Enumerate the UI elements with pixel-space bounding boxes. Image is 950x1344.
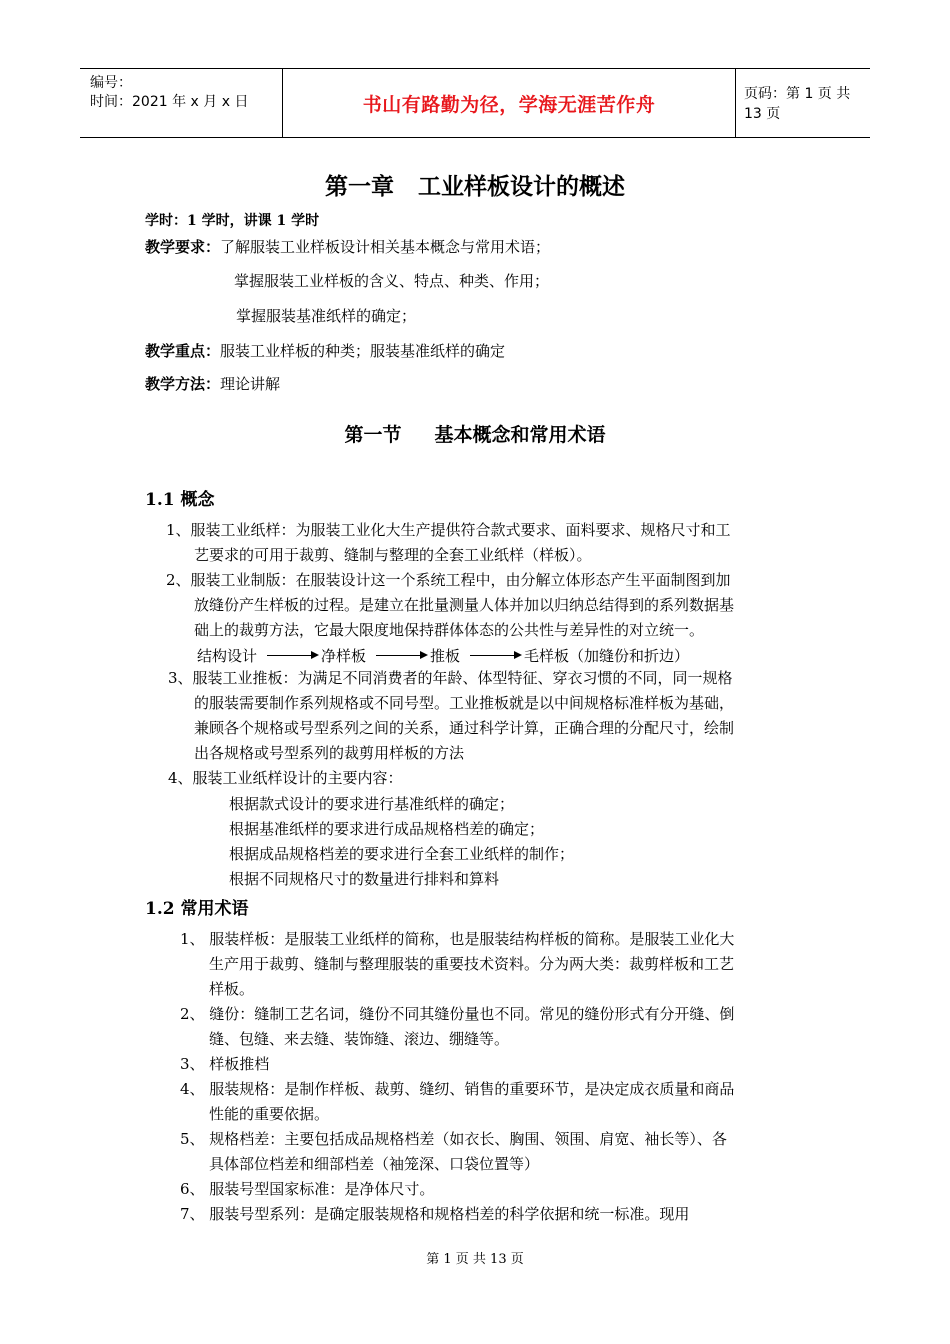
term-line: 5、 规格档差：主要包括成品规格档差（如衣长、胸围、领围、肩宽、袖长等）、各 [180, 1130, 727, 1148]
term-line: 1、 服装样板：是服装工业纸样的简称，也是服装结构样板的简称。是服装工业化大 [180, 930, 735, 948]
arrow-icon [376, 655, 422, 656]
term-line: 具体部位档差和细部档差（袖笼深、口袋位置等） [209, 1155, 540, 1173]
page-label: 页码：第 1 页 共 13 页 [744, 86, 851, 122]
teaching-focus [145, 344, 505, 359]
header-motto-cell [282, 69, 736, 137]
section-title: 第一节 基本概念和常用术语 [344, 424, 606, 446]
req-item-1: 了解服装工业样板设计相关基本概念与常用术语； [220, 238, 551, 256]
section-1-1-heading: 1.1 概念 [145, 490, 215, 510]
content-item: 根据款式设计的要求进行基准纸样的确定； [229, 795, 515, 813]
term-line: 7、 服装号型系列：是确定服装规格和规格档差的科学依据和统一标准。现用 [180, 1205, 690, 1223]
method-text: 理论讲解 [220, 375, 281, 393]
para-line: 1、服装工业纸样：为服装工业化大生产提供符合款式要求、面料要求、规格尺寸和工 [166, 521, 731, 539]
flow-step: 结构设计 [197, 647, 258, 665]
section-1-2-heading: 1.2 常用术语 [145, 899, 249, 919]
flow-step: 推板 [430, 647, 461, 665]
page-footer: 第 1 页 共 13 页 [426, 1252, 524, 1267]
focus-text: 服装工业样板的种类；服装基准纸样的确定 [220, 342, 506, 360]
flow-step: 净样板 [321, 647, 367, 665]
content-item: 根据基准纸样的要求进行成品规格档差的确定； [229, 820, 545, 838]
req-item-2: 掌握服装工业样板的含义、特点、种类、作用； [234, 272, 550, 290]
header-page-cell [736, 69, 870, 137]
course-hours: 学时：1 学时，讲课 1 学时 [145, 213, 320, 229]
para-line: 艺要求的可用于裁剪、缝制与整理的全套工业纸样（样板）。 [194, 546, 592, 564]
req-label: 教学要求： [145, 238, 221, 256]
term-line: 4、 服装规格：是制作样板、裁剪、缝纫、销售的重要环节，是决定成衣质量和商品 [180, 1080, 735, 1098]
para-line: 兼顾各个规格或号型系列之间的关系，通过科学计算，正确合理的分配尺寸，绘制 [194, 719, 735, 737]
para-line: 础上的裁剪方法，它最大限度地保持群体体态的公共性与差异性的对立统一。 [194, 621, 705, 639]
arrow-icon [267, 655, 313, 656]
method-label: 教学方法： [145, 375, 221, 393]
para-line: 3、服装工业推板：为满足不同消费者的年龄、体型特征、穿衣习惯的不同，同一规格 [168, 669, 733, 687]
teaching-requirements [145, 240, 550, 255]
para-line: 的服装需要制作系列规格或不同号型。工业推板就是以中间规格标准样板为基础， [194, 694, 735, 712]
para-line: 放缝份产生样板的过程。是建立在批量测量人体并加以归纳总结得到的系列数据基 [194, 596, 735, 614]
header-meta [80, 69, 282, 137]
req-item-3: 掌握服装基准纸样的确定； [236, 307, 417, 325]
content-item: 根据成品规格档差的要求进行全套工业纸样的制作； [229, 845, 575, 863]
chapter-title: 第一章 工业样板设计的概述 [324, 174, 626, 200]
content-item: 根据不同规格尺寸的数量进行排料和算料 [229, 870, 500, 888]
teaching-method [145, 377, 280, 392]
header-table [80, 68, 870, 138]
term-line: 6、 服装号型国家标准：是净体尺寸。 [180, 1180, 435, 1198]
arrow-icon [470, 655, 516, 656]
term-line: 样板。 [209, 980, 255, 998]
term-line: 2、 缝份：缝制工艺名词，缝份不同其缝份量也不同。常见的缝份形式有分开缝、倒 [180, 1005, 735, 1023]
term-line: 3、 样板推档 [180, 1055, 270, 1073]
date-label: 时间：2021 年 x 月 x 日 [90, 94, 249, 110]
serial-label: 编号： [90, 75, 132, 91]
focus-label: 教学重点： [145, 342, 221, 360]
process-flow [197, 645, 689, 666]
para-line: 出各规格或号型系列的裁剪用样板的方法 [194, 744, 465, 762]
para-line: 4、服装工业纸样设计的主要内容： [168, 769, 403, 787]
flow-step: 毛样板（加缝份和折边） [524, 647, 690, 665]
term-line: 性能的重要依据。 [209, 1105, 330, 1123]
term-line: 生产用于裁剪、缝制与整理服装的重要技术资料。分为两大类：裁剪样板和工艺 [209, 955, 735, 973]
para-line: 2、服装工业制版：在服装设计这一个系统工程中，由分解立体形态产生平面制图到加 [166, 571, 731, 589]
term-line: 缝、包缝、来去缝、装饰缝、滚边、绷缝等。 [209, 1030, 510, 1048]
motto: 书山有路勤为径，学海无涯苦作舟 [362, 93, 656, 116]
